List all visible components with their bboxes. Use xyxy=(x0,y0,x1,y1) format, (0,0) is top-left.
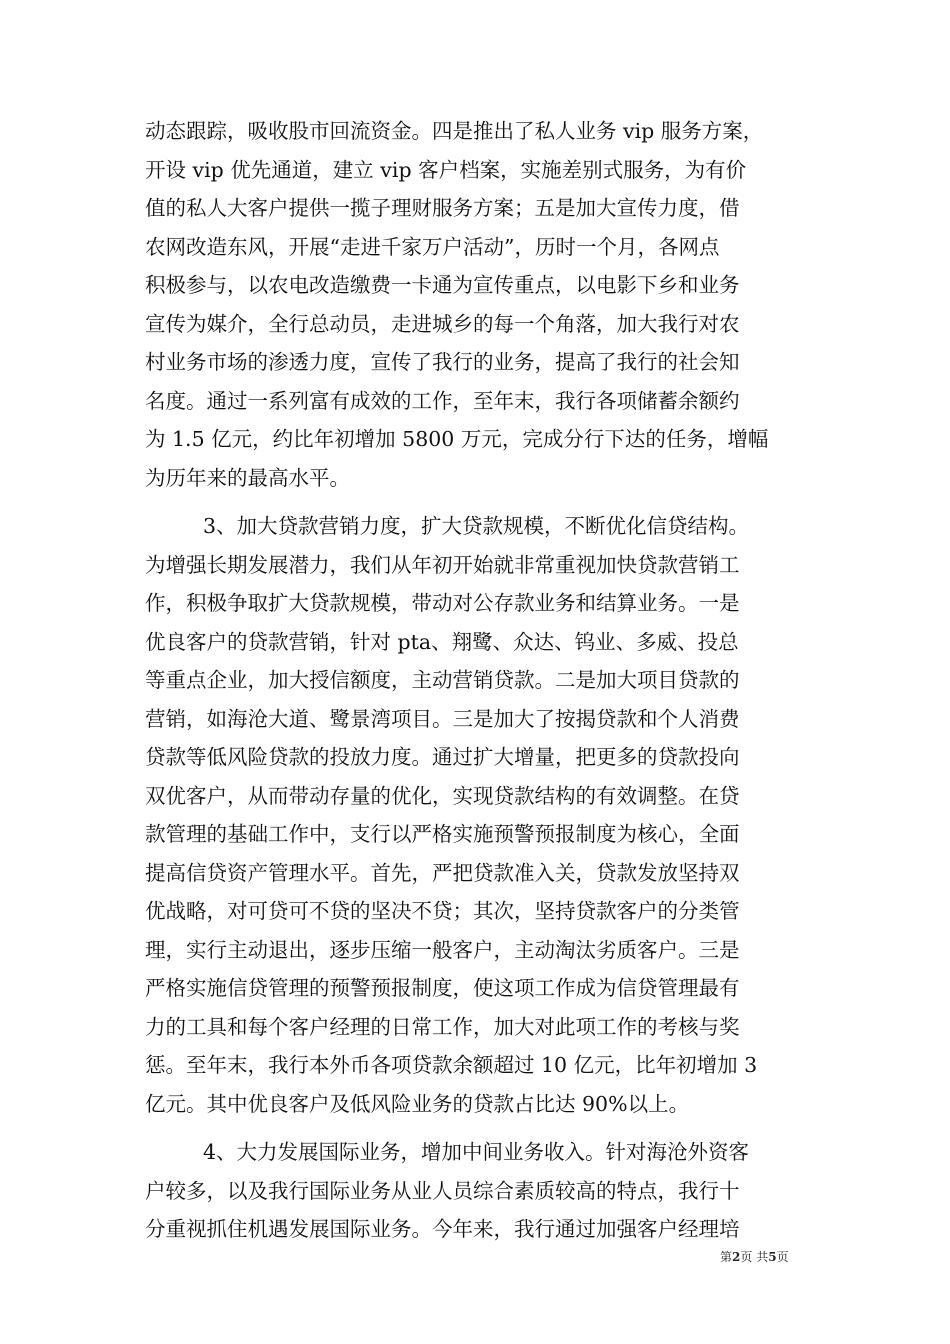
section-heading-line: 4、大力发展国际业务，增加中间业务收入。针对海沧外资客 xyxy=(203,1140,750,1164)
text-line: 开设 vip 优先通道，建立 vip 客户档案，实施差别式服务，为有价 xyxy=(145,157,747,182)
paragraph-spacer xyxy=(145,497,815,507)
text-line: 力的工具和每个客户经理的日常工作，加大对此项工作的考核与奖 xyxy=(145,1014,740,1039)
text-line: 宣传为媒介，全行总动员，走进城乡的每一个角落，加大我行对农 xyxy=(145,311,740,336)
paragraph-savings xyxy=(145,112,815,497)
text-line: 款管理的基础工作中，支行以严格实施预警预报制度为核心，全面 xyxy=(145,822,740,846)
text-line: 村业务市场的渗透力度，宣传了我行的业务，提高了我行的社会知 xyxy=(145,350,740,374)
text-line: 农网改造东风，开展“走进千家万户活动”，历时一个月，各网点 xyxy=(145,234,720,259)
text-line: 为 1.5 亿元，约比年初增加 5800 万元，完成分行下达的任务，增幅 xyxy=(145,427,769,451)
total-pages-number: 5 xyxy=(768,1250,777,1264)
text-line: 亿元。其中优良客户及低风险业务的贷款占比达 90%以上。 xyxy=(145,1091,690,1116)
section-heading-line: 3、加大贷款营销力度，扩大贷款规模，不断优化信贷结构。 xyxy=(203,514,750,538)
paragraph-international xyxy=(145,1133,815,1249)
paragraph-loans xyxy=(145,507,815,1123)
text-line: 作，积极争取扩大贷款规模，带动对公存款业务和结算业务。一是 xyxy=(145,591,740,615)
text-line: 值的私人大客户提供一揽子理财服务方案；五是加大宣传力度，借 xyxy=(145,196,740,220)
page-number-footer xyxy=(720,1248,810,1265)
document-body xyxy=(145,112,815,1249)
text-line: 提高信贷资产管理水平。首先，严把贷款准入关，贷款发放坚持双 xyxy=(145,860,740,885)
text-line: 双优客户，从而带动存量的优化，实现贷款结构的有效调整。在贷 xyxy=(145,783,740,808)
text-line: 惩。至年末，我行本外币各项贷款余额超过 10 亿元，比年初增加 3 xyxy=(145,1053,758,1077)
text-line: 优良客户的贷款营销，针对 pta、翔鹭、众达、钨业、多威、投总 xyxy=(145,629,739,654)
text-line: 营销，如海沧大道、鹭景湾项目。三是加大了按揭贷款和个人消费 xyxy=(145,706,740,731)
text-line: 为历年来的最高水平。 xyxy=(145,465,350,490)
text-line: 为增强长期发展潜力，我们从年初开始就非常重视加快贷款营销工 xyxy=(145,552,740,577)
paragraph-spacer xyxy=(145,1123,815,1133)
text-line: 名度。通过一系列富有成效的工作，至年末，我行各项储蓄余额约 xyxy=(145,388,740,413)
text-line: 户较多，以及我行国际业务从业人员综合素质较高的特点，我行十 xyxy=(145,1178,740,1203)
footer-middle: 页 共 xyxy=(740,1250,769,1264)
text-line: 优战略，对可贷可不贷的坚决不贷；其次，坚持贷款客户的分类管 xyxy=(145,899,740,923)
text-line: 等重点企业，加大授信额度，主动营销贷款。二是加大项目贷款的 xyxy=(145,668,740,692)
text-line: 积极参与，以农电改造缴费一卡通为宣传重点，以电影下乡和业务 xyxy=(145,273,740,297)
text-line: 理，实行主动退出，逐步压缩一般客户，主动淘汰劣质客户。三是 xyxy=(145,937,740,962)
text-line: 贷款等低风险贷款的投放力度。通过扩大增量，把更多的贷款投向 xyxy=(145,745,740,769)
text-line: 分重视抓住机遇发展国际业务。今年来，我行通过加强客户经理培 xyxy=(145,1217,740,1241)
current-page-number: 2 xyxy=(732,1250,741,1264)
footer-suffix: 页 xyxy=(776,1250,789,1264)
footer-prefix: 第 xyxy=(720,1250,733,1264)
text-line: 动态跟踪，吸收股市回流资金。四是推出了私人业务 vip 服务方案， xyxy=(145,119,764,143)
text-line: 严格实施信贷管理的预警预报制度，使这项工作成为信贷管理最有 xyxy=(145,976,740,1000)
